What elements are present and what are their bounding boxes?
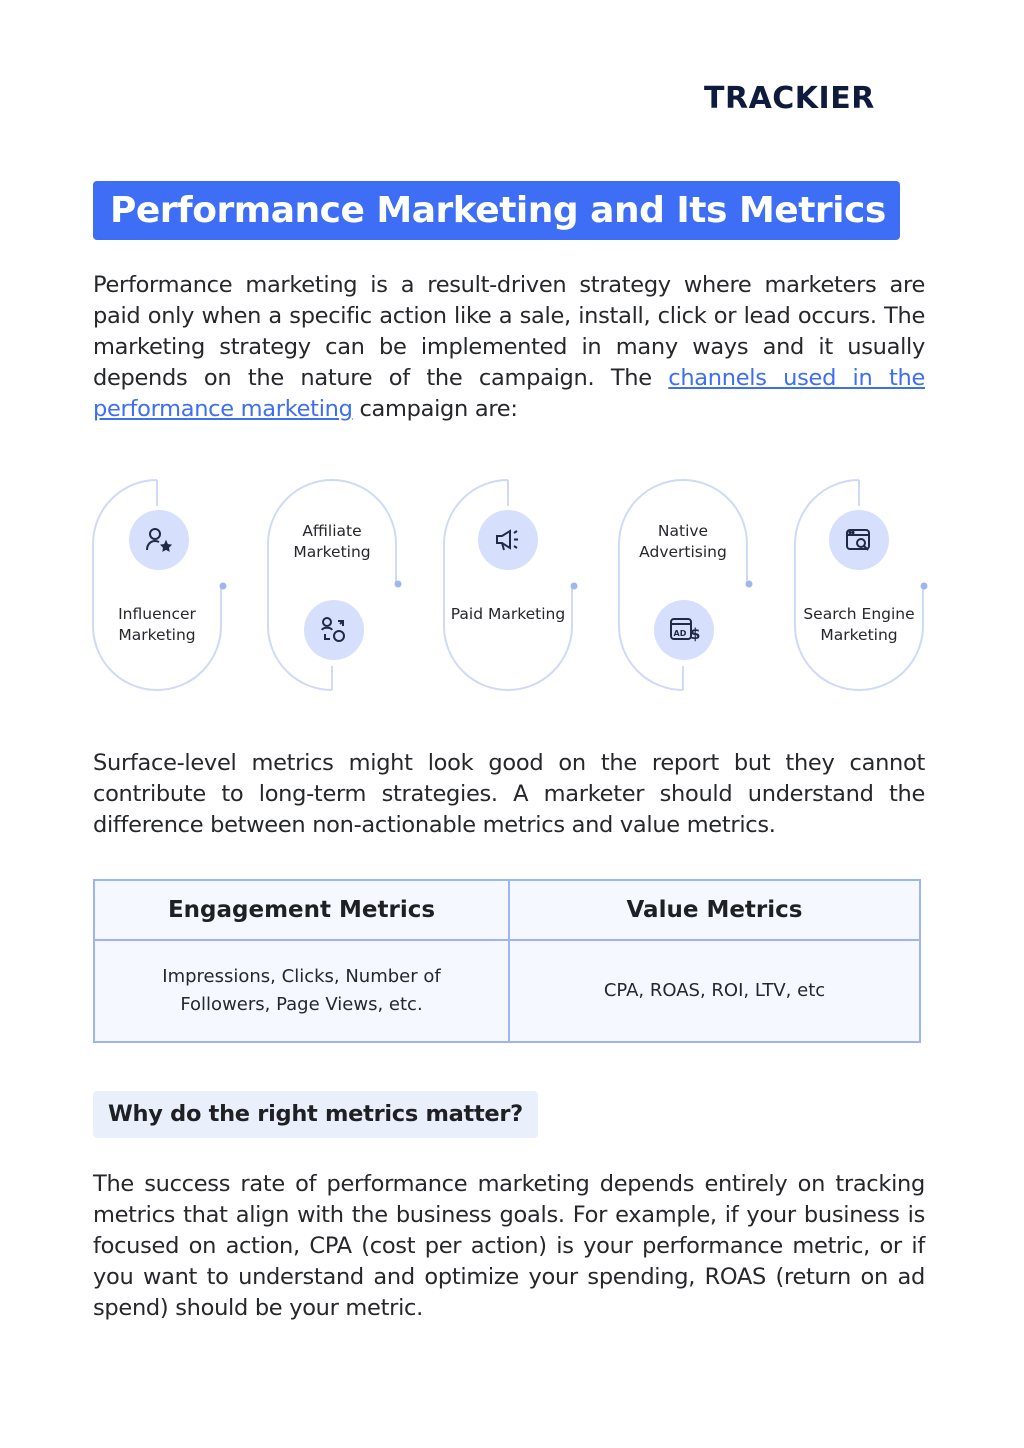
table-header-value: Value Metrics	[509, 880, 920, 940]
connector-dot	[746, 581, 753, 588]
table-header-engagement: Engagement Metrics	[94, 880, 509, 940]
table-header-row	[94, 880, 920, 940]
channels-connectors	[0, 476, 1024, 696]
closing-paragraph: The success rate of performance marketing depends entirely on tracking metrics that align with the business goals. For example, if your business is focused on action, CPA (cost per action) is your performance metric, or if you want to understand and optimize your spending, ROAS (return on ad spend) should be your metric.	[93, 1171, 925, 1321]
channel-label-influencer: Influencer Marketing	[118, 605, 196, 644]
channel-label-affiliate: Affiliate Marketing	[293, 522, 371, 561]
table-row	[94, 940, 920, 1042]
intro-paragraph	[93, 270, 925, 425]
influencer-star-icon	[129, 510, 189, 570]
table-cell-value: CPA, ROAS, ROI, LTV, etc	[509, 940, 920, 1042]
intro-text-after: campaign are:	[352, 396, 518, 422]
channel-label-search: Search Engine Marketing	[803, 605, 915, 644]
ads-dollar-icon	[654, 600, 714, 660]
metrics-table	[93, 879, 921, 1043]
surface-metrics-paragraph: Surface-level metrics might look good on the report but they cannot contribute to long-term strategies. A marketer should understand the difference between non-actionable metrics and value metrics.	[93, 750, 925, 838]
svg-text:AD: AD	[673, 629, 687, 638]
connector-dot	[395, 581, 402, 588]
svg-text:$: $	[690, 625, 700, 643]
connector-dot	[220, 583, 227, 590]
logo-text: TRACKIER	[704, 82, 875, 112]
channel-label-paid: Paid Marketing	[450, 605, 566, 623]
channels-link[interactable]: channels used in the performance marketing	[93, 365, 925, 422]
connector-dot	[571, 583, 578, 590]
table-cell-engagement: Impressions, Clicks, Number of Followers, Page Views, etc.	[94, 940, 509, 1042]
channels-diagram	[0, 476, 1024, 696]
channel-label-native: Native Advertising	[639, 522, 727, 561]
browser-search-icon	[829, 510, 889, 570]
page-title: Performance Marketing and Its Metrics	[93, 181, 900, 240]
affiliate-users-icon	[304, 600, 364, 660]
why-metrics-subheading: Why do the right metrics matter?	[93, 1091, 538, 1138]
megaphone-icon	[478, 510, 538, 570]
connector-dot	[921, 583, 928, 590]
trackier-logo	[704, 82, 930, 112]
intro-text-before: Performance marketing is a result-driven strategy where marketers are paid only when a specific action like a sale, install, click or lead occurs. The marketing strategy can be implemented in many ways and it usually depends on the nature of the campaign. The	[93, 272, 925, 391]
